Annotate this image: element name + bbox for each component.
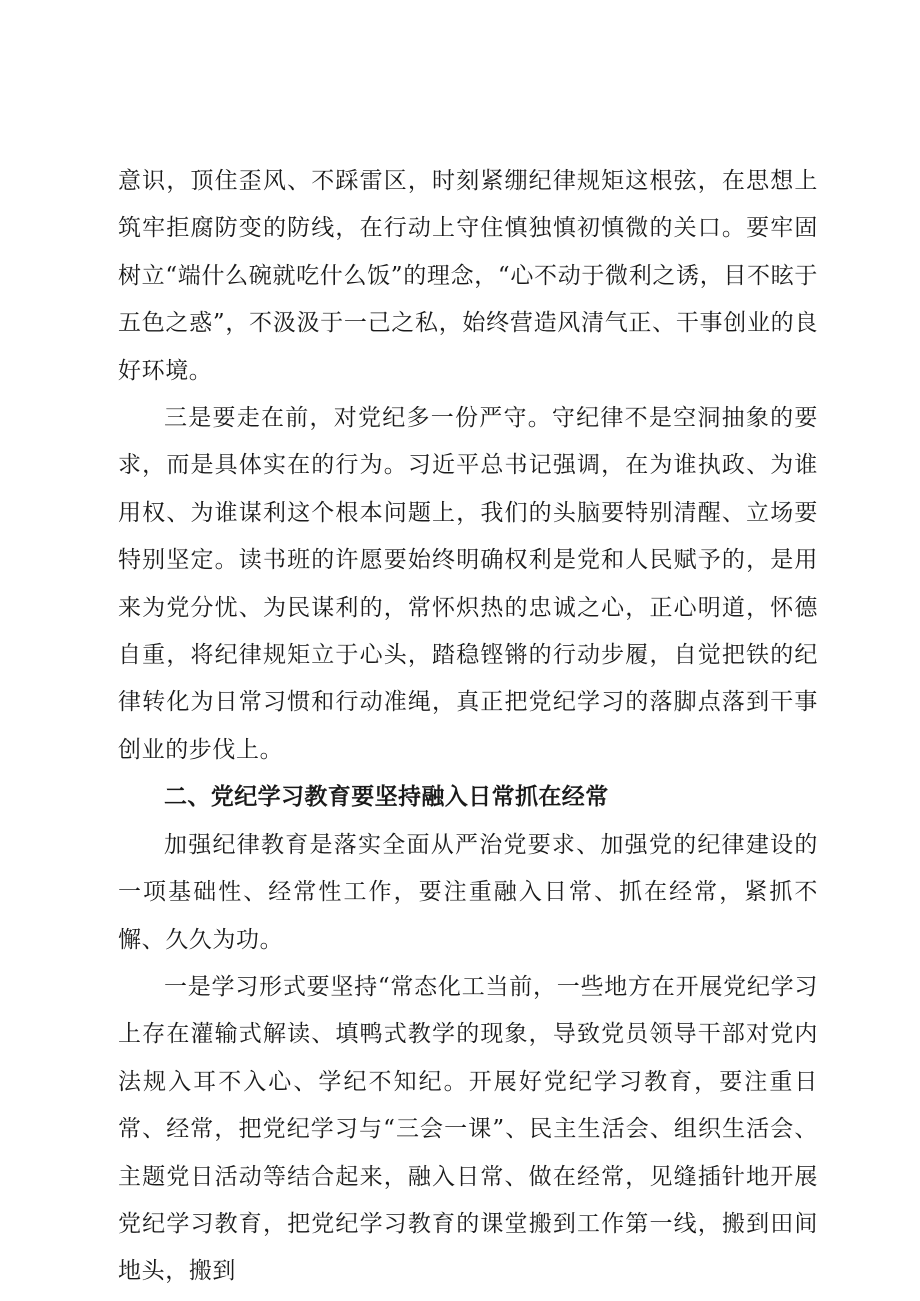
document-body: [118, 158, 818, 1296]
paragraph-continuation: 意识，顶住歪风、不踩雷区，时刻紧绷纪律规矩这根弦，在思想上筑牢拒腐防变的防线，在行动上守住慎独慎初慎微的关口。要牢固树立“端什么碗就吃什么饭”的理念，“心不动于微利之诱，目不眩于五色之惑”，不汲汲于一己之私，始终营造风清气正、干事创业的良好环境。: [118, 168, 818, 384]
paragraph-first-point: 一是学习形式要坚持“常态化工当前，一些地方在开展党纪学习上存在灌输式解读、填鸭式教学的现象，导致党员领导干部对党内法规入耳不入心、学纪不知纪。开展好党纪学习教育，要注重日常、经常，把党纪学习与“三会一课”、民主生活会、组织生活会、主题党日活动等结合起来，融入日常、做在经常，见缝插针地开展党纪学习教育，把党纪学习教育的课堂搬到工作第一线，搬到田间地头，搬到: [118, 973, 818, 1285]
paragraph-section-intro: 加强纪律教育是落实全面从严治党要求、加强党的纪律建设的一项基础性、经常性工作，要注重融入日常、抓在经常，紧抓不懈、久久为功。: [118, 831, 818, 953]
paragraph-third-point: 三是要走在前，对党纪多一份严守。守纪律不是空洞抽象的要求，而是具体实在的行为。习近平总书记强调，在为谁执政、为谁用权、为谁谋利这个根本问题上，我们的头脑要特别清醒、立场要特别坚定。读书班的许愿要始终明确权利是党和人民赋予的，是用来为党分忧、为民谋利的，常怀炽热的忠诚之心，正心明道，怀德自重，将纪律规矩立于心头，踏稳铿锵的行动步履，自觉把铁的纪律转化为日常习惯和行动准绳，真正把党纪学习的落脚点落到干事创业的步伐上。: [118, 405, 818, 763]
section-heading: 二、党纪学习教育要坚持融入日常抓在经常: [164, 784, 609, 811]
